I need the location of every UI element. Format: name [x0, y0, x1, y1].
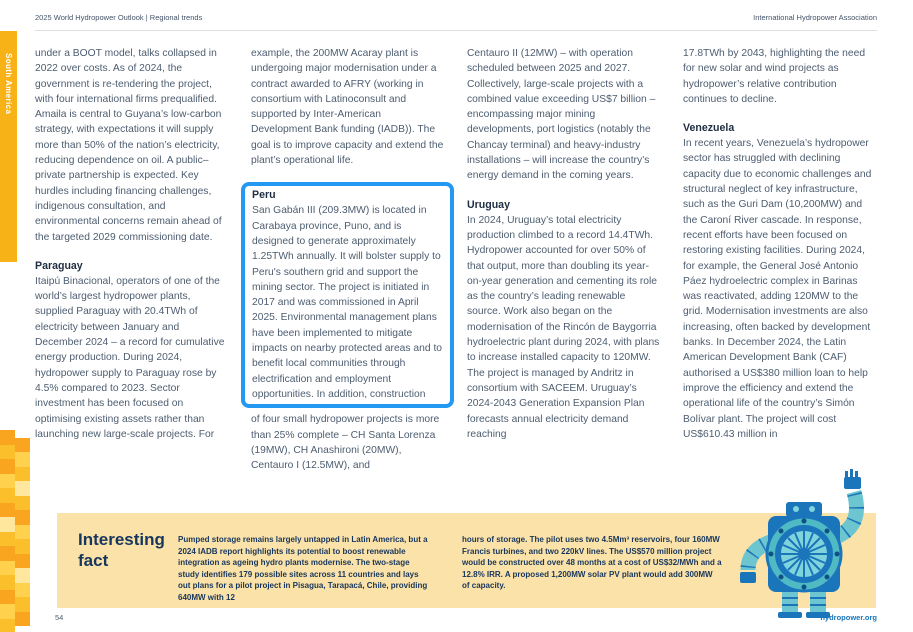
- uruguay-continued-paragraph: 17.8TWh by 2043, highlighting the need for new solar and wind projects as hydropower’s relative contribution continues to decline.: [683, 48, 866, 105]
- fact-box-title: Interesting fact: [78, 530, 165, 571]
- peru-continued-paragraph: of four small hydropower projects is more than 25% complete – CH Santa Lorenza (19MW), CH Anashironi (20MW), Centauro I (12.5MW), and: [251, 414, 440, 472]
- peru-heading: Peru: [252, 189, 276, 202]
- region-tab-south-america: [0, 31, 17, 262]
- fact-text-column-2: hours of storage. The pilot uses two 4.5Mm³ reservoirs, four 160MW Francis turbines, and two 220kV lines. The US$570 million project would be constructed over 48 months at a cost of US$32/MWh and a 12.8% IRR. A proposed 1,200MW solar PV plant would add 300MW of capacity.: [462, 535, 722, 591]
- column-1: [35, 46, 228, 487]
- page-number: 54: [55, 613, 64, 622]
- paraguay-heading: Paraguay: [35, 259, 83, 272]
- venezuela-paragraph: In recent years, Venezuela’s hydropower sector has struggled with declining capacity due to economic challenges and structural neglect of key infrastructure, such as the Guri Dam (10,200MW) and the Caroní River cascade. In response, recent efforts have been focused on restoring existing facilities. During 2024, for example, the General José Antonio Páez hydroelectric complex in Barinas was reactivated, adding 120MW to the grid. Modernisation investments are also increasing, often backed by development banks. In December 2024, the Latin American Development Bank (CAF) authorised a US$380 million loan to help improve the efficiency and extend the operational life of the country’s Simón Bolívar plant. The project will cost US$610.43 million in: [683, 138, 872, 440]
- article-columns: [35, 46, 877, 487]
- column-4: [683, 46, 876, 487]
- highlight-box-peru: [241, 182, 454, 408]
- robot-head: [786, 502, 822, 517]
- turbine-robot-illustration: [738, 468, 878, 618]
- guyana-paragraph: under a BOOT model, talks collapsed in 2022 over costs. As of 2024, the government is re-tendering the project, with four international firms prequalified. Amaila is central to Guyana’s low-carbon strategy, with expectations it will supply more than 50% of the nation’s electricity, reducing dependence on oil. A public–private partnership is expected. Key hurdles including financing challenges, indigenous consultation, and environmental concerns remain ahead of the targeted 2029 commissioning date.: [35, 48, 222, 243]
- decor-mosaic: [0, 430, 30, 632]
- column-2: [251, 46, 444, 487]
- report-title-breadcrumb: 2025 World Hydropower Outlook | Regional trends: [35, 13, 203, 22]
- header-divider: [35, 30, 877, 31]
- hydropower-org-link[interactable]: hydropower.org: [820, 613, 877, 622]
- paraguay-continued-paragraph: example, the 200MW Acaray plant is undergoing major modernisation under a contract awarded to AFRY (working in consortium with Latinoconsult and supported by Inter-American Development Bank funding (IADB)). The goal is to improve capacity and extend the plant’s operational life.: [251, 48, 444, 167]
- robot-hand-lowered: [740, 572, 756, 583]
- robot-foot-left: [778, 612, 802, 618]
- column-3: [467, 46, 660, 487]
- association-name: International Hydropower Association: [753, 13, 877, 22]
- uruguay-paragraph: In 2024, Uruguay’s total electricity production climbed to a record 14.4TWh. Hydropower accounted for over 50% of that output, more than doubling its year-on-year generation and cementing its role as the country’s leading renewable source. Work also began on the modernisation of the Rincón de Baygorria hydroelectric plant during 2024, with plans to increase installed capacity to 120MW. The project is managed by Andritz in consortium with SACEEM. Uruguay’s 2024-2043 Generation Expansion Plan forecasts annual electricity demand reaching: [467, 214, 660, 440]
- venezuela-heading: Venezuela: [683, 122, 735, 135]
- paraguay-paragraph: Itaipú Binacional, operators of one of the world’s largest hydropower plants, supplied Paraguay with 20.4TWh of electricity between January and December 2024 – a record for cumulative energy production. During 2024, hydropower supply to Paraguay rose by 4.5% compared to 2023. Sector investment has been focused on optimising existing assets rather than launching new large-scale projects. For: [35, 275, 225, 440]
- peru-projects-paragraph: Centauro II (12MW) – with operation scheduled between 2025 and 2027. Collectively, large-scale projects with a combined value exceeding US$7 billion – encompassing major mining developments, port logistics (notably the Chancay terminal) and heavy-industry installations – will increase the country’s energy demand in the coming years.: [467, 48, 656, 182]
- fact-text-column-1: Pumped storage remains largely untapped in Latin America, but a 2024 IADB report highlights its potential to boost renewable integration as ageing hydro plants modernise. The two-stage study identifies 179 possible sites across 11 countries and lays out plans for a pilot project in Pisagua, Tarapacá, Chile, providing 640MW with 12: [178, 535, 428, 602]
- uruguay-heading: Uruguay: [467, 198, 510, 211]
- region-tab-label: South America: [4, 53, 13, 115]
- peru-paragraph: San Gabán III (209.3MW) is located in Carabaya province, Puno, and is designed to generate approximately 1.25TWh annually. It will bolster supply to Peru's southern grid and support the mining sector. The project is initiated in 2017 and was commissioned in April 2025. Environmental management plans have been implemented to mitigate impacts on nearby protected areas and to benefit local communities through electrification and employment opportunities. In addition, construction: [252, 205, 443, 400]
